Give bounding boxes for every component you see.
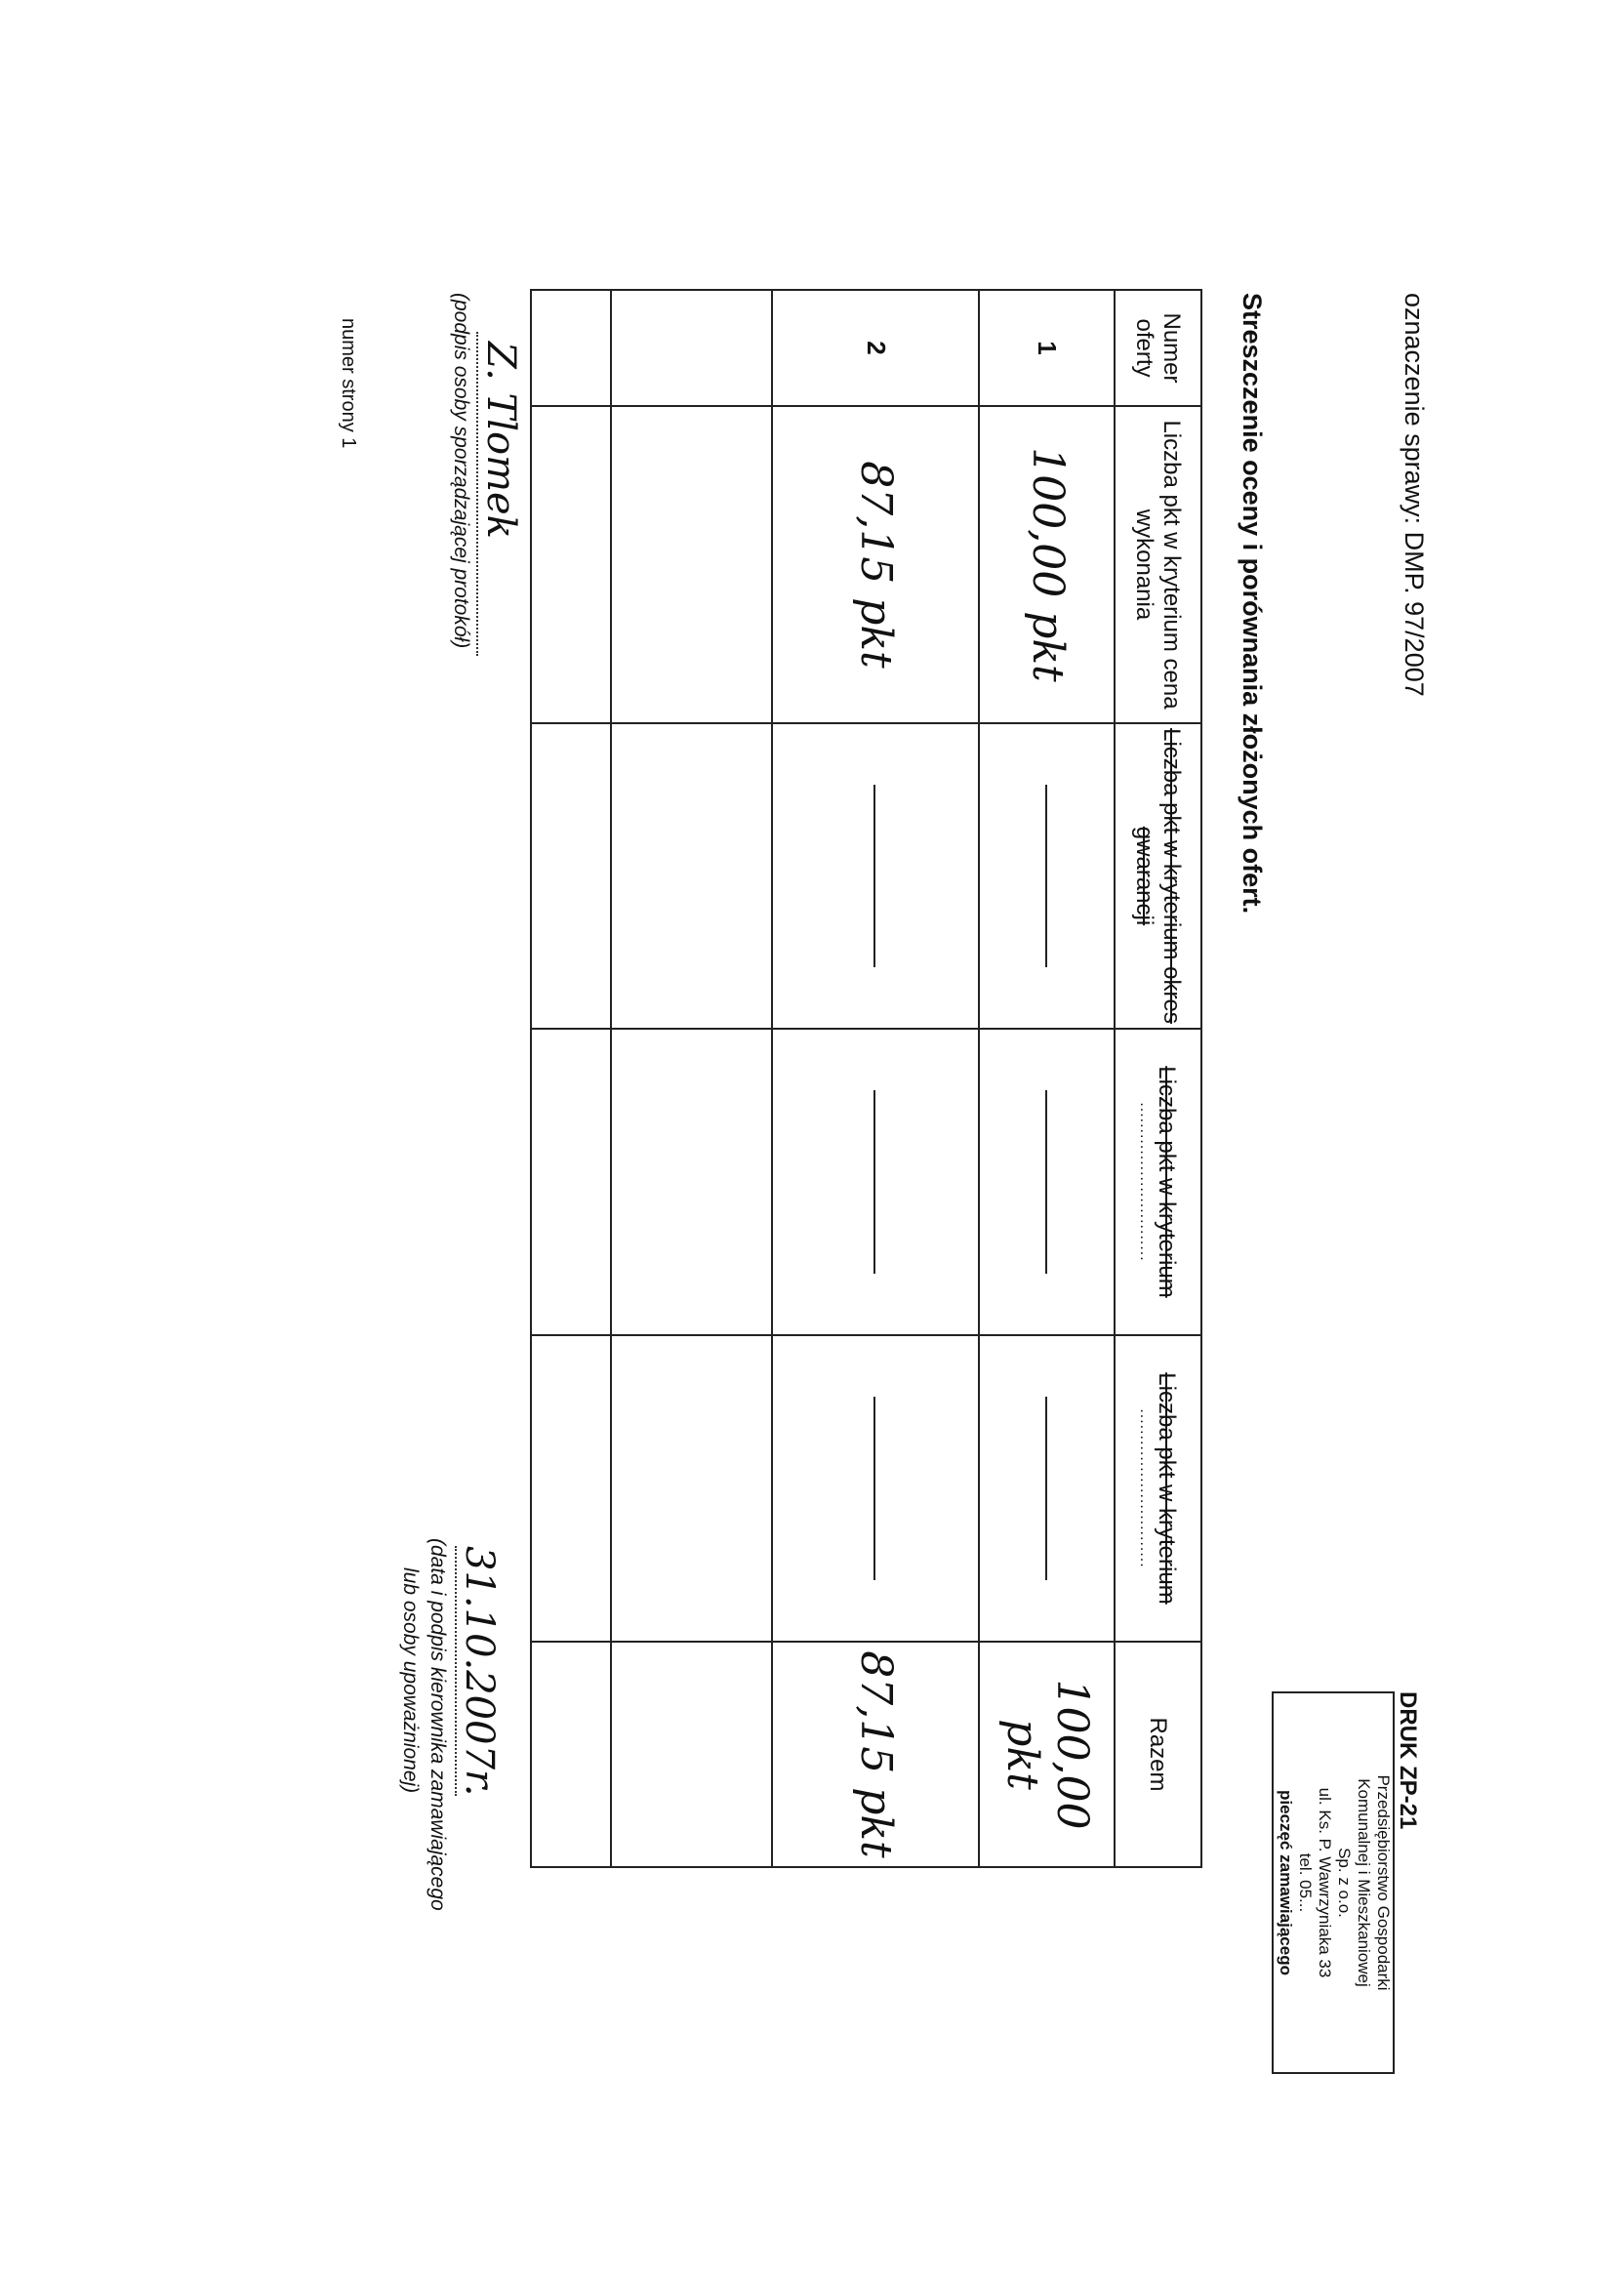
header-text: Liczba pkt w kryterium — [1154, 1066, 1181, 1298]
preparer-signature: Z. Tlomek — [476, 332, 523, 656]
case-number: oznaczenie sprawy: DMP. 97/2007 — [1400, 293, 1429, 697]
document-title: Streszczenie oceny i porównania złożonych ofert. — [1238, 293, 1267, 915]
offers-table — [530, 289, 1202, 1868]
stamp-line: ul. Ks. P. Wawrzyniaka 33 — [1316, 1787, 1334, 1978]
header-criterion-4 — [1115, 1335, 1201, 1642]
offer-number: 1 — [979, 290, 1115, 406]
dash — [873, 1397, 875, 1579]
dash — [1045, 1090, 1047, 1273]
dash-cell — [979, 723, 1115, 1029]
table-row-empty — [531, 290, 611, 1867]
dash — [873, 1090, 875, 1273]
dash-cell — [772, 723, 979, 1029]
dots: .............................. — [1136, 1102, 1154, 1262]
total-points: 100,00 pkt — [979, 1642, 1115, 1867]
dash — [1045, 785, 1047, 967]
table-row — [772, 290, 979, 1867]
header-criterion-3 — [1115, 1029, 1201, 1335]
table-row-empty — [611, 290, 772, 1867]
stamp-line: Sp. z o.o. — [1335, 1848, 1354, 1918]
preparer-caption: (podpis osoby sporządzającej protokół) — [450, 293, 472, 649]
dash-cell — [979, 1335, 1115, 1642]
dash — [873, 785, 875, 967]
approver-caption-1: (data i podpis kierownika zamawiającego — [426, 1538, 449, 1911]
header-total: Razem — [1115, 1642, 1201, 1867]
price-points: 100,00 pkt — [979, 406, 1115, 723]
table-row — [979, 290, 1115, 1867]
stamp-line: Przedsiębiorstwo Gospodarki — [1374, 1774, 1393, 1991]
price-points: 87,15 pkt — [772, 406, 979, 723]
dash-cell — [772, 1029, 979, 1335]
header-text: Liczba pkt w kryterium okres gwarancji — [1131, 728, 1186, 1024]
dots: .............................. — [1136, 1408, 1154, 1568]
stamp-line: tel. 05... — [1296, 1852, 1315, 1913]
approver-date-signature: 31.10.2007r. — [457, 1546, 502, 1797]
dash — [1045, 1397, 1047, 1579]
approver-caption-2: lub osoby upoważnionej) — [399, 1567, 422, 1794]
form-code: DRUK ZP-21 — [1395, 1691, 1421, 1830]
table-header-row — [1115, 290, 1201, 1867]
total-points: 87,15 pkt — [772, 1642, 979, 1867]
page-number: numer strony 1 — [338, 318, 359, 449]
dash-cell — [772, 1335, 979, 1642]
stamp-line: Komunalnej i Mieszkaniowej — [1355, 1778, 1373, 1987]
dash-cell — [979, 1029, 1115, 1335]
offer-number: 2 — [772, 290, 979, 406]
header-warranty-points — [1115, 723, 1201, 1029]
company-stamp — [1272, 1691, 1395, 2074]
header-price-points: Liczba pkt w kryterium cena wykonania — [1115, 406, 1201, 723]
stamp-caption: pieczęć zamawiającego — [1277, 1790, 1295, 1975]
header-text: Liczba pkt w kryterium — [1154, 1372, 1181, 1605]
header-offer-number: Numer oferty — [1115, 290, 1201, 406]
